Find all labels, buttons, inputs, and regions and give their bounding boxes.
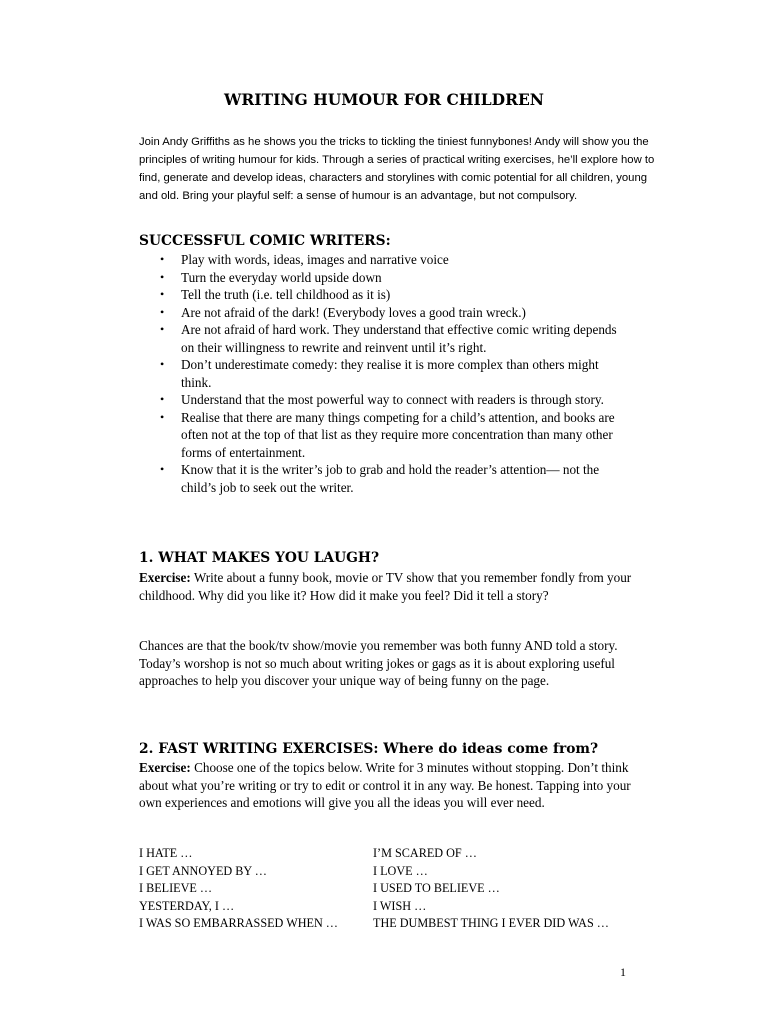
list-item [160, 391, 631, 409]
list-item-text: Are not afraid of the dark! (Everybody loves a good train wreck.) [181, 304, 526, 320]
bullet-icon: • [160, 392, 165, 406]
list-item-text: Realise that there are many things competing for a child’s attention, and books are often not at the top of that list as they require more concentration than many other forms of entertainment. [181, 409, 615, 460]
list-item [160, 409, 631, 462]
section-heading-what-makes-you-laugh: 1. WHAT MAKES YOU LAUGH? [139, 550, 380, 566]
bullet-icon: • [160, 462, 165, 476]
list-item [160, 269, 631, 287]
bullet-icon: • [160, 304, 165, 319]
bullet-icon: • [160, 287, 165, 301]
list-item [160, 286, 631, 304]
topic-item: I WAS SO EMBARRASSED WHEN … [139, 916, 338, 930]
intro-paragraph: Join Andy Griffiths as he shows you the tricks to tickling the tiniest funnybones! Andy will show you the principles of writing humour for kids. Through a series of practical writing exercises, he’ll explore how to find, generate and develop ideas, characters and storylines with comic potential for all children, young and old. Bring your playful self: a sense of humour is an advantage, but not compulsory. [139, 136, 655, 202]
section-heading-comic-writers: SUCCESSFUL COMIC WRITERS: [139, 233, 391, 249]
topic-item: I’M SCARED OF … [373, 846, 477, 860]
list-item-text: Understand that the most powerful way to connect with readers is through story. [181, 392, 604, 407]
topic-item: THE DUMBEST THING I EVER DID WAS … [373, 916, 609, 930]
topic-item: I GET ANNOYED BY … [139, 863, 267, 878]
list-item-text: Play with words, ideas, images and narrative voice [181, 252, 449, 267]
list-item [160, 461, 631, 496]
bullet-icon: • [160, 322, 165, 336]
list-item [160, 251, 631, 269]
topic-item: I WISH … [373, 898, 427, 913]
bullet-icon: • [160, 269, 165, 284]
comic-writers-bullet-list [160, 251, 631, 496]
bullet-icon: • [160, 409, 165, 424]
topic-item: I LOVE … [373, 863, 428, 878]
bullet-icon: • [160, 252, 165, 266]
list-item-text: Tell the truth (i.e. tell childhood as it is) [181, 287, 391, 302]
topics-grid [139, 845, 659, 933]
exercise-label: Exercise: [139, 760, 191, 775]
list-item-text: Turn the everyday world upside down [181, 269, 382, 285]
page-number: 1 [620, 965, 626, 979]
list-item [160, 304, 631, 322]
exercise-text: Choose one of the topics below. Write for 3 minutes without stopping. Don’t think about what you’re writing or try to edit or control it in any way. Be honest. Tapping into your own experiences and emotions will give you all the ideas you will ever need. [139, 760, 631, 810]
body-paragraph-chances: Chances are that the book/tv show/movie you remember was both funny AND told a story. Today’s worshop is not so much about writing jokes or gags as it is about exploring useful approaches to help you discover your unique way of being funny on the page. [139, 638, 618, 688]
list-item-text: Are not afraid of hard work. They understand that effective comic writing depends on their willingness to rewrite and reinvent until it’s right. [181, 322, 617, 355]
topic-item: I BELIEVE … [139, 881, 213, 895]
topic-item: I USED TO BELIEVE … [373, 881, 500, 895]
list-item-text: Don’t underestimate comedy: they realise it is more complex than others might think. [181, 357, 599, 390]
section-heading-fast-writing: 2. FAST WRITING EXERCISES: Where do ideas come from? [139, 741, 599, 757]
list-item [160, 356, 631, 391]
topic-item: I HATE … [139, 846, 193, 860]
exercise-label: Exercise: [139, 570, 191, 585]
bullet-icon: • [160, 357, 165, 371]
topic-item: YESTERDAY, I … [139, 898, 235, 913]
document-title: WRITING HUMOUR FOR CHILDREN [224, 90, 544, 109]
list-item-text: Know that it is the writer’s job to grab and hold the reader’s attention— not the child’s job to seek out the writer. [181, 462, 600, 495]
exercise-text: Write about a funny book, movie or TV show that you remember fondly from your childhood. Why did you like it? How did it make you feel? Did it tell a story? [139, 570, 632, 603]
exercise-paragraph-laugh [139, 569, 649, 604]
exercise-paragraph-fast-writing [139, 759, 639, 812]
list-item [160, 321, 631, 356]
